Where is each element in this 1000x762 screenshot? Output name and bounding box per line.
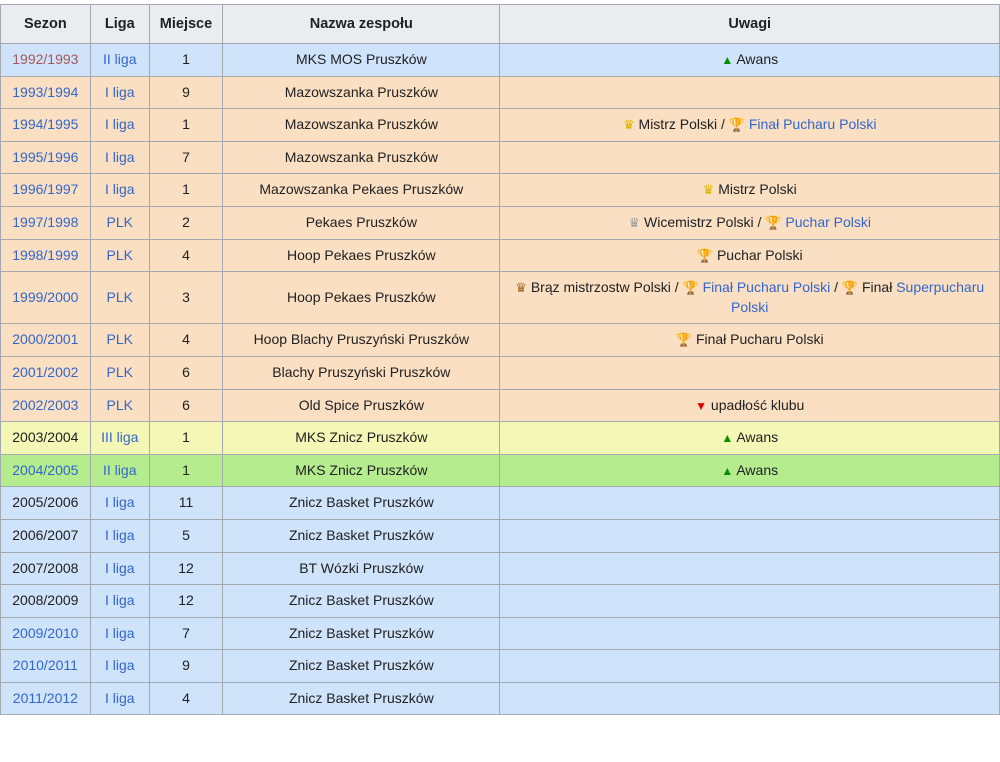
liga-link[interactable]: I liga: [104, 116, 135, 133]
cell-nazwa-zespolu: BT Wózki Pruszków: [223, 552, 500, 585]
cell-sezon: [1, 109, 91, 142]
sezon-link[interactable]: 2000/2001: [12, 331, 79, 348]
table-row: [1, 519, 1000, 552]
uwagi-text: Awans: [733, 461, 779, 478]
cell-liga: [90, 389, 149, 422]
cell-liga: [90, 174, 149, 207]
cell-miejsce: 2: [149, 206, 222, 239]
cell-nazwa-zespolu: Hoop Pekaes Pruszków: [223, 239, 500, 272]
cell-nazwa-zespolu: Mazowszanka Pruszków: [223, 141, 500, 174]
silver-medal-icon: ♛: [628, 214, 641, 230]
arrow-down-icon: ▼: [695, 398, 708, 413]
cell-sezon: [1, 389, 91, 422]
cell-sezon: [1, 272, 91, 324]
liga-link[interactable]: I liga: [104, 689, 135, 706]
uwagi-text: upadłość klubu: [707, 396, 805, 413]
sezon-link[interactable]: 2002/2003: [12, 396, 79, 413]
sezon-link[interactable]: 2011/2012: [12, 689, 78, 706]
uwagi-text: Awans: [733, 429, 779, 446]
liga-link[interactable]: PLK: [106, 288, 133, 305]
cell-liga: [90, 552, 149, 585]
liga-link[interactable]: II liga: [103, 51, 137, 67]
table-row: [1, 174, 1000, 207]
table-row: [1, 487, 1000, 520]
cell-liga: [90, 272, 149, 324]
table-row: [1, 141, 1000, 174]
sezon-text: 2006/2007: [12, 526, 79, 543]
cell-nazwa-zespolu: Hoop Blachy Pruszyński Pruszków: [223, 324, 500, 357]
liga-link[interactable]: I liga: [104, 148, 135, 165]
cell-nazwa-zespolu: Znicz Basket Pruszków: [223, 487, 500, 520]
table-row: [1, 682, 1000, 715]
sezon-text: 2005/2006: [12, 494, 79, 511]
bronze-medal-icon: ♛: [515, 280, 527, 296]
cell-nazwa-zespolu: Znicz Basket Pruszków: [223, 585, 500, 618]
trophy-icon: 🏆: [682, 280, 699, 296]
cell-uwagi: [500, 239, 1000, 272]
gold-medal-icon: ♛: [622, 117, 635, 133]
cell-liga: [90, 206, 149, 239]
uwagi-text: Mistrz Polski /: [634, 116, 729, 133]
sezon-link[interactable]: 1995/1996: [12, 148, 79, 165]
cell-miejsce: 12: [149, 552, 222, 585]
cell-nazwa-zespolu: Mazowszanka Pruszków: [223, 109, 500, 142]
cell-uwagi: [500, 272, 1000, 324]
cell-liga: [90, 239, 149, 272]
cell-miejsce: 4: [149, 324, 222, 357]
cell-sezon: [1, 617, 91, 650]
sezon-text: 2007/2008: [12, 559, 79, 576]
table-row: [1, 552, 1000, 585]
cell-miejsce: 6: [149, 389, 222, 422]
cell-miejsce: 9: [149, 650, 222, 683]
cell-liga: [90, 109, 149, 142]
cell-uwagi: [500, 206, 1000, 239]
cell-miejsce: 4: [149, 682, 222, 715]
cell-liga: [90, 585, 149, 618]
cell-liga: [90, 617, 149, 650]
cell-liga: [90, 650, 149, 683]
cell-nazwa-zespolu: Pekaes Pruszków: [223, 206, 500, 239]
column-header-miejsce: Miejsce: [149, 5, 222, 44]
cell-uwagi: [500, 552, 1000, 585]
liga-link[interactable]: I liga: [104, 83, 135, 100]
sezon-link[interactable]: 2004/2005: [12, 461, 79, 478]
cell-miejsce: 1: [149, 454, 222, 487]
cell-uwagi: [500, 141, 1000, 174]
cell-nazwa-zespolu: Znicz Basket Pruszków: [223, 650, 500, 683]
liga-link[interactable]: II liga: [103, 461, 137, 478]
cell-sezon: [1, 239, 91, 272]
table-row: [1, 650, 1000, 683]
cell-nazwa-zespolu: Old Spice Pruszków: [223, 389, 500, 422]
cell-miejsce: 7: [149, 141, 222, 174]
table-row: [1, 239, 1000, 272]
cell-liga: [90, 76, 149, 109]
liga-link[interactable]: PLK: [106, 331, 133, 348]
uwagi-text: Brąz mistrzostw Polski /: [526, 279, 683, 296]
cell-nazwa-zespolu: MKS Znicz Pruszków: [223, 422, 500, 455]
table-header-row: [1, 5, 1000, 44]
table-row: [1, 356, 1000, 389]
cell-sezon: [1, 519, 91, 552]
sezon-link[interactable]: 2010/2011: [12, 657, 78, 674]
sezon-link[interactable]: 1999/2000: [12, 288, 79, 305]
sezon-link[interactable]: 1997/1998: [12, 213, 79, 230]
trophy-icon: 🏆: [728, 117, 745, 133]
cell-miejsce: 9: [149, 76, 222, 109]
cell-sezon: [1, 76, 91, 109]
uwagi-text: /: [830, 279, 842, 296]
cell-liga: [90, 356, 149, 389]
arrow-up-icon: ▲: [721, 431, 734, 446]
cell-nazwa-zespolu: MKS MOS Pruszków: [223, 44, 500, 77]
cell-miejsce: 1: [149, 109, 222, 142]
trophy-icon: 🏆: [675, 332, 693, 348]
liga-link[interactable]: I liga: [104, 657, 135, 674]
sezon-link[interactable]: 1992/1993: [12, 51, 79, 67]
table-row: [1, 109, 1000, 142]
liga-link[interactable]: I liga: [104, 559, 135, 576]
cell-nazwa-zespolu: Znicz Basket Pruszków: [223, 617, 500, 650]
cell-uwagi: [500, 650, 1000, 683]
cell-uwagi: [500, 519, 1000, 552]
cell-liga: [90, 682, 149, 715]
liga-link[interactable]: I liga: [104, 624, 135, 641]
cell-nazwa-zespolu: Hoop Pekaes Pruszków: [223, 272, 500, 324]
liga-link[interactable]: I liga: [104, 592, 135, 609]
cell-uwagi: [500, 174, 1000, 207]
trophy-icon: 🏆: [696, 247, 714, 263]
cell-miejsce: 1: [149, 422, 222, 455]
table-body: [1, 44, 1000, 715]
cell-uwagi: [500, 487, 1000, 520]
cell-uwagi: [500, 44, 1000, 77]
liga-link[interactable]: PLK: [106, 246, 133, 263]
uwagi-text: Puchar Polski: [713, 246, 803, 263]
liga-link[interactable]: I liga: [104, 494, 135, 511]
cell-uwagi: [500, 76, 1000, 109]
column-header-uwagi: Uwagi: [500, 5, 1000, 44]
sezon-text: 2003/2004: [12, 429, 79, 446]
cell-uwagi: [500, 324, 1000, 357]
cell-liga: [90, 487, 149, 520]
cell-nazwa-zespolu: Znicz Basket Pruszków: [223, 519, 500, 552]
gold-medal-icon: ♛: [702, 182, 715, 198]
cell-liga: [90, 44, 149, 77]
sezon-link[interactable]: 1993/1994: [12, 83, 79, 100]
season-history-table: [0, 4, 1000, 715]
cell-miejsce: 11: [149, 487, 222, 520]
liga-link[interactable]: PLK: [106, 213, 133, 230]
cell-liga: [90, 324, 149, 357]
table-row: [1, 454, 1000, 487]
cell-sezon: [1, 44, 91, 77]
cell-nazwa-zespolu: Blachy Pruszyński Pruszków: [223, 356, 500, 389]
cell-liga: [90, 454, 149, 487]
cell-sezon: [1, 454, 91, 487]
arrow-up-icon: ▲: [721, 53, 734, 67]
cell-nazwa-zespolu: MKS Znicz Pruszków: [223, 454, 500, 487]
table-row: [1, 272, 1000, 324]
cell-sezon: [1, 487, 91, 520]
cell-miejsce: 4: [149, 239, 222, 272]
sezon-text: 2008/2009: [12, 592, 79, 609]
uwagi-text: Awans: [733, 51, 779, 67]
table-row: [1, 76, 1000, 109]
uwagi-text: Finał Pucharu Polski: [692, 331, 824, 348]
table-row: [1, 44, 1000, 77]
cell-uwagi: [500, 356, 1000, 389]
trophy-icon: 🏆: [765, 214, 782, 230]
cell-uwagi: [500, 585, 1000, 618]
cell-liga: [90, 519, 149, 552]
cell-miejsce: 12: [149, 585, 222, 618]
table-head: [1, 5, 1000, 44]
cell-sezon: [1, 324, 91, 357]
uwagi-text: Mistrz Polski: [714, 181, 797, 198]
table-row: [1, 617, 1000, 650]
table-row: [1, 389, 1000, 422]
cell-sezon: [1, 174, 91, 207]
cell-sezon: [1, 422, 91, 455]
liga-link[interactable]: I liga: [104, 526, 135, 543]
liga-link[interactable]: III liga: [101, 429, 139, 446]
uwagi-link[interactable]: Superpucharu Polski: [731, 279, 985, 315]
cell-uwagi: [500, 617, 1000, 650]
trophy-icon: 🏆: [841, 280, 859, 296]
cell-uwagi: [500, 109, 1000, 142]
column-header-sezon: Sezon: [1, 5, 91, 44]
cell-uwagi: [500, 389, 1000, 422]
cell-liga: [90, 141, 149, 174]
cell-sezon: [1, 682, 91, 715]
cell-sezon: [1, 141, 91, 174]
uwagi-link[interactable]: Finał Pucharu Polski: [702, 279, 831, 296]
sezon-link[interactable]: 2009/2010: [12, 624, 79, 641]
cell-nazwa-zespolu: Znicz Basket Pruszków: [223, 682, 500, 715]
cell-uwagi: [500, 454, 1000, 487]
sezon-link[interactable]: 1994/1995: [12, 116, 79, 133]
uwagi-text: Finał: [858, 279, 897, 296]
uwagi-link[interactable]: Puchar Polski: [785, 213, 872, 230]
cell-miejsce: 1: [149, 174, 222, 207]
cell-nazwa-zespolu: Mazowszanka Pruszków: [223, 76, 500, 109]
cell-uwagi: [500, 682, 1000, 715]
cell-miejsce: 3: [149, 272, 222, 324]
table-row: [1, 422, 1000, 455]
table-row: [1, 324, 1000, 357]
cell-sezon: [1, 650, 91, 683]
sezon-link[interactable]: 1996/1997: [12, 181, 79, 198]
liga-link[interactable]: PLK: [106, 396, 133, 413]
column-header-nazwa-zespolu: Nazwa zespołu: [223, 5, 500, 44]
uwagi-link[interactable]: Finał Pucharu Polski: [748, 116, 877, 133]
cell-sezon: [1, 356, 91, 389]
cell-miejsce: 1: [149, 44, 222, 77]
table-row: [1, 206, 1000, 239]
uwagi-text: Wicemistrz Polski /: [640, 213, 766, 230]
liga-link[interactable]: PLK: [106, 363, 133, 380]
table-row: [1, 585, 1000, 618]
sezon-link[interactable]: 2001/2002: [12, 363, 79, 380]
liga-link[interactable]: I liga: [104, 181, 135, 198]
cell-sezon: [1, 585, 91, 618]
column-header-liga: Liga: [90, 5, 149, 44]
arrow-up-icon: ▲: [721, 463, 734, 478]
cell-sezon: [1, 552, 91, 585]
cell-nazwa-zespolu: Mazowszanka Pekaes Pruszków: [223, 174, 500, 207]
cell-miejsce: 7: [149, 617, 222, 650]
cell-miejsce: 5: [149, 519, 222, 552]
cell-miejsce: 6: [149, 356, 222, 389]
cell-liga: [90, 422, 149, 455]
cell-uwagi: [500, 422, 1000, 455]
sezon-link[interactable]: 1998/1999: [12, 246, 79, 263]
cell-sezon: [1, 206, 91, 239]
